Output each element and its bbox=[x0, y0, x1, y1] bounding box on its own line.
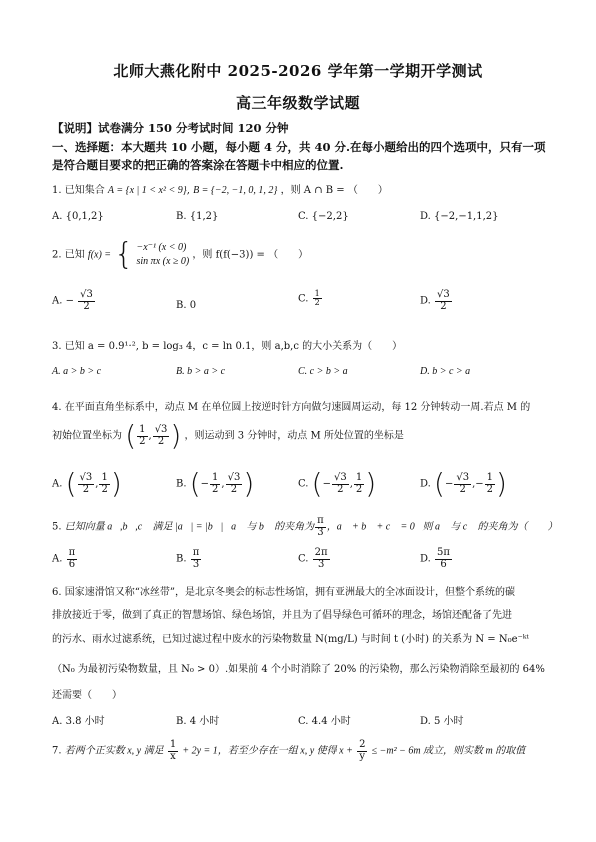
option-c[interactable] bbox=[298, 211, 349, 222]
option-a[interactable]: A. 3.8 小时 bbox=[52, 716, 105, 727]
denominator: 3 bbox=[192, 558, 200, 570]
exam-note: 【说明】试卷满分 150 分考试时间 120 分钟 bbox=[52, 121, 289, 135]
fraction bbox=[99, 473, 109, 495]
question-7-stem bbox=[52, 740, 525, 762]
option-b[interactable]: B. (− $\frac{1}{2}$ , $\frac{√3}{2}$ ) bbox=[176, 467, 255, 500]
section-heading-line1: 一、选择题：本大题共 10 小题，每小题 4 分，共 40 分.在每小题给出的四个选项中，只有一项 bbox=[52, 140, 546, 154]
denominator: 2 bbox=[337, 483, 344, 495]
paren-open: ( bbox=[189, 467, 201, 500]
paren-open: ( bbox=[125, 419, 137, 452]
piece-1: −x⁻¹ (x < 0) bbox=[136, 242, 187, 253]
denominator: 2 bbox=[82, 483, 90, 495]
numerator: √3 bbox=[79, 472, 93, 483]
fraction bbox=[332, 473, 349, 495]
option-label: B. bbox=[176, 211, 187, 222]
option-label: C. bbox=[298, 553, 309, 565]
option-value: {−2,2} bbox=[311, 211, 349, 222]
question-1-stem: 1. 已知集合 A = {x | 1 < x² < 9}, B = {−2, −1, 0, 1, 2} ，则 A ∩ B = （ ） bbox=[52, 185, 388, 196]
option-label: A. bbox=[52, 211, 63, 222]
fraction bbox=[315, 516, 326, 538]
denominator: 3 bbox=[317, 558, 325, 570]
fraction bbox=[226, 473, 243, 495]
question-text: ，则 f(f(−3)) = （ ） bbox=[192, 249, 309, 261]
question-text: ，则 A ∩ B = （ ） bbox=[280, 185, 388, 196]
fraction bbox=[78, 473, 95, 495]
brace-symbol: { bbox=[114, 237, 134, 272]
option-d[interactable]: D. b > c > a bbox=[420, 366, 471, 377]
option-label: D. bbox=[420, 553, 431, 565]
option-c[interactable]: C. 4.4 小时 bbox=[298, 716, 351, 727]
option-d[interactable]: D. (− $\frac{√3}{2}$ ,− $\frac{1}{2}$ ) bbox=[420, 467, 507, 500]
question-6-line5: 还需要（ ） bbox=[52, 690, 122, 701]
denominator: y bbox=[359, 750, 366, 762]
question-4-line2: 初始位置坐标为 ( $\frac{1}{2}$ , $\frac{√3}{2}$ ) ，则运动到 3 分钟时，动点 M 所处位置的坐标是 bbox=[52, 419, 404, 452]
question-text: ，a⃗ + b⃗ + c⃗ = 0，则 a⃗ 与 c⃗ 的夹角为（ ） bbox=[326, 521, 558, 533]
fraction bbox=[454, 473, 471, 495]
option-value: {1,2} bbox=[189, 211, 219, 222]
numerator: 1 bbox=[314, 289, 320, 298]
fraction bbox=[137, 425, 147, 447]
fraction bbox=[168, 740, 178, 762]
option-label: A. bbox=[52, 478, 63, 490]
fraction bbox=[435, 548, 452, 570]
option-c[interactable]: C. c > b > a bbox=[298, 366, 348, 377]
option-label: A. bbox=[52, 553, 63, 565]
question-6-line3: 的污水、雨水过滤系统，已知过滤过程中废水的污染物数量 N(mg/L) 与时间 t (小时) 的关系为 N = N₀e⁻ᵏᵗ bbox=[52, 634, 529, 645]
option-d[interactable] bbox=[420, 211, 499, 222]
numerator: √3 bbox=[80, 289, 93, 300]
question-text: ，则运动到 3 分钟时，动点 M 所处位置的坐标是 bbox=[184, 430, 404, 442]
question-6-line1 bbox=[52, 583, 515, 598]
set-b: B = {−2, −1, 0, 1, 2} bbox=[193, 185, 278, 196]
denominator: 2 bbox=[83, 300, 90, 312]
minus-sign: − bbox=[65, 295, 74, 307]
paren-close: ) bbox=[110, 467, 122, 500]
question-number: 2. bbox=[52, 249, 62, 261]
question-6-line4: （N₀ 为最初污染物数量，且 N₀ > 0）.如果前 4 个小时消除了 20% 的污染物，那么污染物消除至最初的 64% bbox=[52, 664, 545, 675]
fraction bbox=[210, 473, 220, 495]
option-value: {−2,−1,1,2} bbox=[434, 211, 499, 222]
question-text: 国家速滑馆又称“冰丝带”，是北京冬奥会的标志性场馆，拥有亚洲最大的全冰面设计，但整个系统的碳 bbox=[64, 587, 515, 598]
numerator: √3 bbox=[154, 424, 168, 435]
fraction bbox=[354, 473, 364, 495]
numerator: √3 bbox=[437, 289, 450, 300]
numerator: π bbox=[192, 547, 200, 558]
fraction bbox=[153, 425, 170, 447]
function-name: f(x) = bbox=[87, 249, 112, 261]
option-label: D. bbox=[420, 295, 431, 307]
option-a[interactable]: A. a > b > c bbox=[52, 366, 102, 377]
numerator: √3 bbox=[456, 472, 470, 483]
fraction bbox=[191, 548, 202, 570]
option-d[interactable]: D. 5 小时 bbox=[420, 716, 464, 727]
numerator: 1 bbox=[101, 472, 108, 483]
exam-title: 北师大燕化附中 2025-2026 学年第一学期开学测试 bbox=[113, 62, 483, 80]
denominator: 2 bbox=[139, 435, 146, 447]
option-c[interactable] bbox=[298, 290, 323, 308]
option-d[interactable] bbox=[420, 290, 453, 312]
option-b[interactable] bbox=[176, 548, 202, 570]
option-b[interactable] bbox=[176, 211, 218, 222]
denominator: 6 bbox=[440, 558, 447, 570]
question-number: 4. bbox=[52, 402, 62, 413]
question-6-line2: 排放接近于零，做到了真正的智慧场馆、绿色场馆，并且为了倡导绿色可循环的理念，场馆还配备了先进 bbox=[52, 610, 512, 621]
denominator: 6 bbox=[68, 558, 76, 570]
piece-2: sin πx (x ≥ 0) bbox=[136, 256, 190, 267]
question-text: 已知向量 a⃗,b⃗,c⃗ 满足 |a⃗| = |b⃗|，a⃗ 与 b⃗ 的夹角为 bbox=[64, 521, 315, 533]
piecewise-cases bbox=[137, 241, 190, 269]
numerator: 1 bbox=[139, 424, 146, 435]
denominator: 2 bbox=[230, 483, 238, 495]
question-4-line1 bbox=[52, 398, 530, 413]
minus-sign: − bbox=[200, 478, 210, 490]
numerator: 1 bbox=[486, 472, 494, 483]
question-text: 初始位置坐标为 bbox=[52, 430, 122, 442]
option-value: {0,1,2} bbox=[65, 211, 104, 222]
option-a[interactable] bbox=[52, 290, 96, 312]
numerator: 1 bbox=[355, 472, 363, 483]
question-text: + 2y = 1，若至少存在一组 x, y 使得 x + bbox=[182, 745, 353, 757]
minus-sign: − bbox=[475, 478, 484, 490]
question-text: ≤ −m² − 6m 成立，则实数 m 的取值 bbox=[371, 745, 526, 757]
numerator: 1 bbox=[169, 739, 177, 750]
question-number: 6. bbox=[52, 587, 62, 598]
minus-sign: − bbox=[322, 478, 331, 490]
question-text: 在平面直角坐标系中，动点 M 在单位圆上按逆时针方向做匀速圆周运动，每 12 分钟转动一周.若点 M 的 bbox=[64, 402, 531, 413]
question-text: 已知 a = 0.9¹·², b = log₃ 4，c = ln 0.1，则 a,b,c 的大小关系为（ ） bbox=[64, 341, 403, 352]
exam-subtitle: 高三年级数学试题 bbox=[235, 94, 360, 112]
paren-close: ) bbox=[170, 419, 182, 452]
paren-open: ( bbox=[434, 467, 445, 500]
fraction bbox=[357, 740, 367, 762]
numerator: π bbox=[68, 547, 76, 558]
option-d[interactable] bbox=[420, 548, 453, 570]
question-number: 1. bbox=[52, 185, 62, 196]
option-label: B. bbox=[176, 553, 187, 565]
option-a[interactable] bbox=[52, 548, 78, 570]
denominator: x bbox=[170, 750, 176, 762]
question-2-stem bbox=[52, 237, 309, 272]
question-5-stem bbox=[52, 516, 558, 538]
option-label: C. bbox=[298, 293, 309, 305]
denominator: 2 bbox=[459, 483, 466, 495]
option-label: D. bbox=[420, 211, 431, 222]
numerator: 2π bbox=[314, 547, 328, 558]
set-a: A = {x | 1 < x² < 9} bbox=[107, 185, 187, 196]
denominator: 2 bbox=[440, 300, 447, 312]
option-label: C. bbox=[298, 211, 309, 222]
option-label: D. bbox=[420, 478, 431, 490]
paren-open: ( bbox=[311, 467, 323, 500]
denominator: 2 bbox=[212, 483, 219, 495]
fraction bbox=[435, 290, 452, 312]
numerator: 2 bbox=[359, 739, 366, 750]
question-text: 已知 bbox=[64, 249, 85, 261]
fraction bbox=[78, 290, 95, 312]
option-b[interactable]: B. 0 bbox=[176, 300, 197, 311]
question-text: 已知集合 bbox=[64, 185, 105, 196]
denominator: 2 bbox=[314, 298, 320, 308]
question-3-stem bbox=[52, 337, 402, 352]
option-a[interactable] bbox=[52, 211, 104, 222]
fraction bbox=[313, 290, 322, 308]
numerator: 1 bbox=[212, 472, 219, 483]
question-number: 7. bbox=[52, 745, 62, 757]
option-label: B. bbox=[176, 478, 187, 490]
minus-sign: − bbox=[444, 478, 454, 490]
fraction bbox=[313, 548, 330, 570]
option-b[interactable]: B. 4 小时 bbox=[176, 716, 220, 727]
numerator: √3 bbox=[334, 472, 347, 483]
denominator: 2 bbox=[486, 483, 494, 495]
denominator: 2 bbox=[157, 435, 165, 447]
denominator: 2 bbox=[101, 483, 108, 495]
option-label: C. bbox=[298, 478, 309, 490]
option-b[interactable]: B. b > a > c bbox=[176, 366, 226, 377]
paren-close: ) bbox=[365, 467, 377, 500]
option-label: A. bbox=[52, 295, 63, 307]
fraction bbox=[485, 473, 495, 495]
numerator: π bbox=[317, 515, 324, 526]
numerator: √3 bbox=[227, 472, 241, 483]
denominator: 3 bbox=[317, 526, 324, 538]
fraction bbox=[67, 548, 78, 570]
paren-close: ) bbox=[496, 467, 507, 500]
option-c[interactable] bbox=[298, 548, 331, 570]
question-number: 3. bbox=[52, 341, 62, 352]
denominator: 2 bbox=[355, 483, 363, 495]
question-text: 若两个正实数 x, y 满足 bbox=[64, 745, 164, 757]
question-number: 5. bbox=[52, 521, 62, 533]
option-a[interactable]: A. ( $\frac{√3}{2}$ , $\frac{1}{2}$ ) bbox=[52, 467, 122, 500]
numerator: 5π bbox=[437, 547, 450, 558]
paren-close: ) bbox=[243, 467, 255, 500]
option-c[interactable]: C. (− $\frac{√3}{2}$ , $\frac{1}{2}$ ) bbox=[298, 467, 377, 500]
paren-open: ( bbox=[65, 467, 77, 500]
section-heading-line2: 是符合题目要求的把正确的答案涂在答题卡中相应的位置. bbox=[52, 158, 344, 172]
